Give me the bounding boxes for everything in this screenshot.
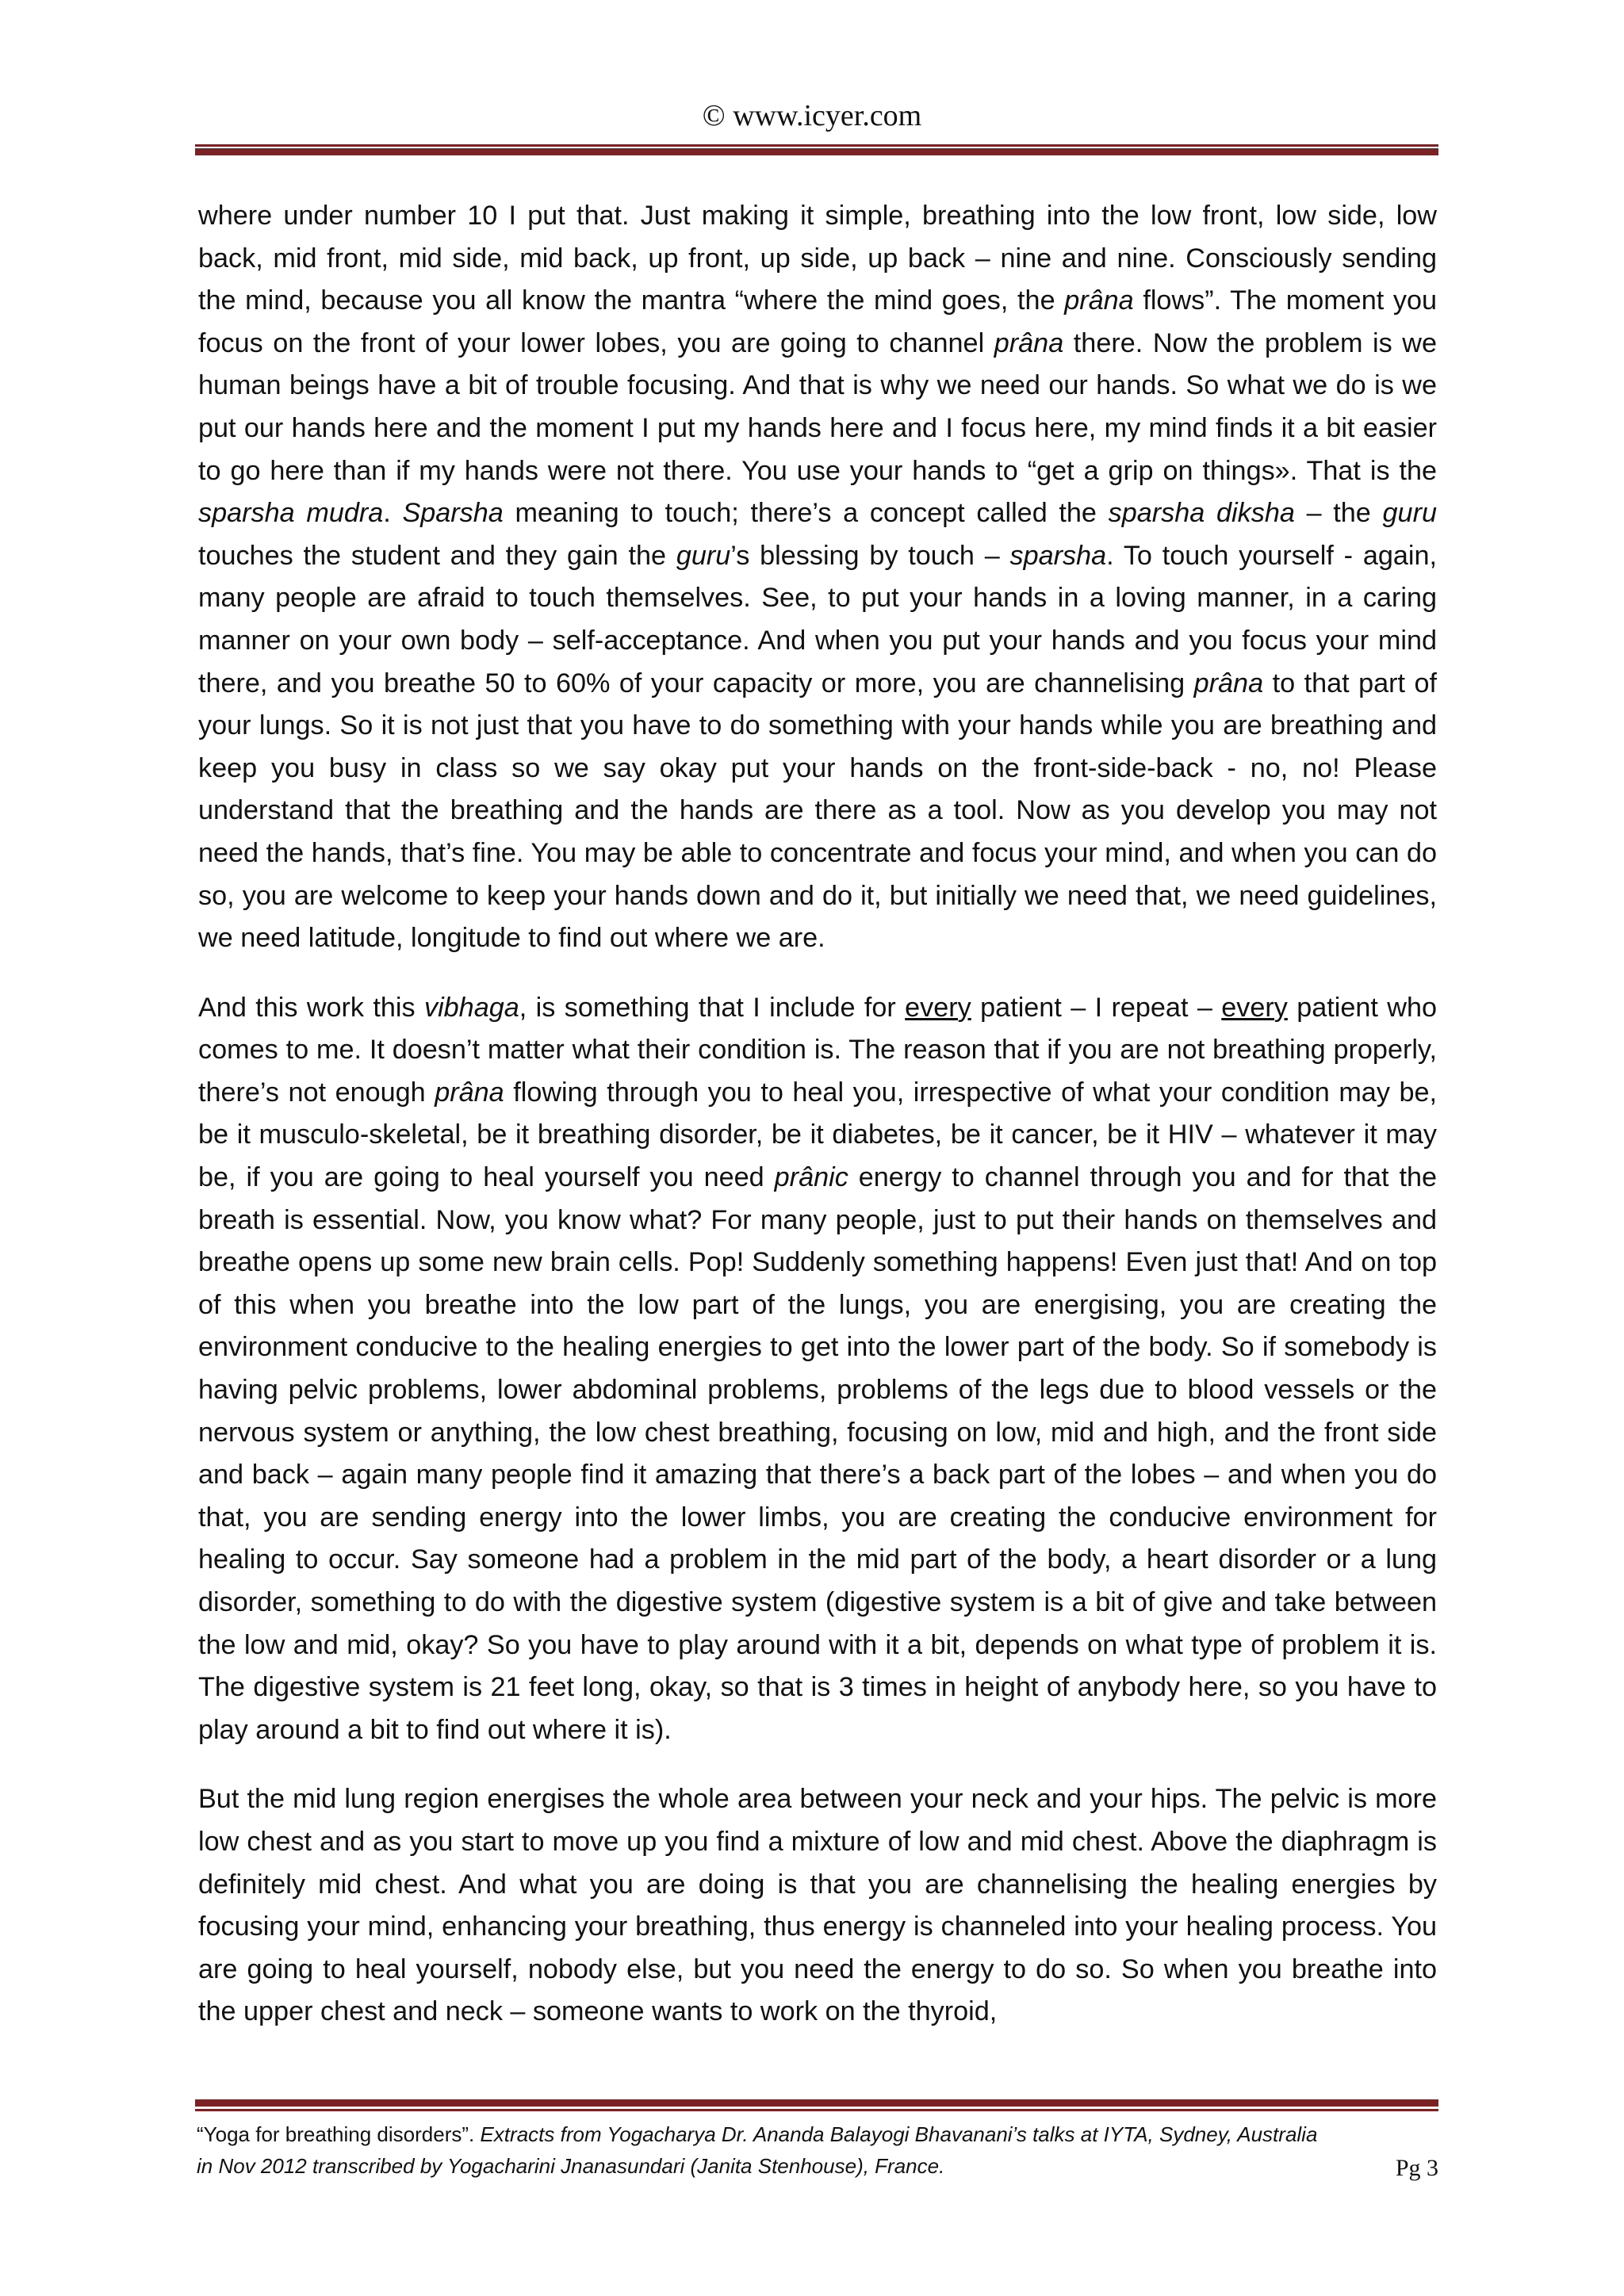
footer-extract-line1: Extracts from Yogacharya Dr. Ananda Balayogi Bhavanani’s talks at IYTA, Sydney, Australia	[480, 2122, 1318, 2146]
text-run: And this work this	[198, 992, 424, 1023]
page-number: Pg 3	[1395, 2155, 1438, 2181]
text-run: there. Now the problem is we human beings have a bit of trouble focusing. And that is why we need our hands. So what we do is we put our hands here and the moment I put my hands here and I focus here, my mind finds it a bit easier to go here than if my hands were not there. You use your hands to “get a grip on things». That is the	[198, 327, 1438, 486]
header-url: © www.icyer.com	[702, 99, 922, 132]
italic-term: guru	[1382, 498, 1437, 529]
text-run: . To touch yourself - again, many people are afraid to touch themselves. See, to put your hands in a loving manner, in a caring manner on your own body – self-acceptance. And when you put your hands and you focus your mind there, and you breathe 50 to 60% of your capacity or more, you are channelising	[198, 540, 1438, 698]
italic-term: prâna	[1193, 668, 1264, 698]
text-run: ’s blessing by touch –	[730, 540, 1010, 571]
text-run: flows”. The moment you focus on the front of your lower lobes, you are going to channel	[198, 285, 1437, 358]
italic-term: prânic	[774, 1162, 848, 1193]
paragraph-2	[198, 987, 1437, 1752]
text-run: meaning to touch; there’s a concept called the	[503, 498, 1109, 529]
italic-term: sparsha diksha	[1108, 498, 1295, 529]
header-rule-thick	[195, 148, 1438, 155]
italic-term: prâna	[1064, 285, 1134, 316]
text-run: energy to channel through you and for that the breath is essential. Now, you know what? For many people, just to put their hands on themselves and breathe opens up some new brain cells. Pop! Suddenly something happens! Even just that! And on top of this when you breathe into the low part of the lungs, you are energising, you are creating the environment conducive to the healing energies to get into the lower part of the body. So if somebody is having pelvic problems, lower abdominal problems, problems of the legs due to blood vessels or the nervous system or anything, the low chest breathing, focusing on low, mid and high, and the front side and back – again many people find it amazing that there’s a back part of the lobes – and when you do that, you are sending energy into the lower limbs, you are creating the conducive environment for healing to occur. Say someone had a problem in the mid part of the body, a heart disorder or a lung disorder, something to do with the digestive system (digestive system is a bit of give and take between the low and mid, okay? So you have to play around with it a bit, depends on what type of problem it is. The digestive system is 21 feet long, okay, so that is 3 times in height of anybody here, so you have to play around a bit to find out where it is).	[198, 1162, 1437, 1745]
italic-term: Sparsha	[402, 498, 504, 529]
text-run: to that part of your lungs. So it is not just that you have to do something with your hands while you are breathing and keep you busy in class so we say okay put your hands on the front-side-back - no, no! Please understand that the breathing and the hands are there as a tool. Now as you develop you may not need the hands, that’s fine. You may be able to concentrate and focus your mind, and when you can do so, you are welcome to keep your hands down and do it, but initially we need that, we need guidelines, we need latitude, longitude to find out where we are.	[198, 668, 1438, 954]
text-run: – the	[1294, 498, 1383, 529]
paragraph-3	[198, 1778, 1437, 2034]
italic-term: prâna	[994, 327, 1064, 358]
underlined-word: every	[905, 992, 971, 1023]
text-run: , is something that I include for	[519, 992, 906, 1023]
italic-term: vibhaga	[423, 992, 519, 1023]
footer-title: “Yoga for breathing disorders”.	[197, 2122, 481, 2146]
text-run: flowing through you to heal you, irrespective of what your condition may be, be it musculo-skeletal, be it breathing disorder, be it diabetes, be it cancer, be it HIV – whatever it may be, if you are going to heal yourself you need	[198, 1077, 1437, 1193]
paragraph-1	[198, 195, 1437, 960]
italic-term: sparsha mudra	[198, 498, 384, 529]
italic-term: sparsha	[1009, 540, 1107, 571]
header-rule-thin	[195, 144, 1438, 147]
italic-term: guru	[676, 540, 731, 571]
footer-citation	[197, 2118, 1438, 2182]
underlined-word: every	[1221, 992, 1288, 1023]
text-run: patient who comes to me. It doesn’t matter what their condition is. The reason that if you are not breathing properly, there’s not enough	[198, 992, 1438, 1108]
text-run: touches the student and they gain the	[198, 540, 676, 571]
text-run: But the mid lung region energises the whole area between your neck and your hips. The pelvic is more low chest and as you start to move up you find a mixture of low and mid chest. Above the diaphragm is definitely mid chest. And what you are doing is that you are channelising the healing energies by focusing your mind, enhancing your breathing, thus energy is channeled into your healing process. You are going to heal yourself, nobody else, but you need the energy to do so. So when you breathe into the upper chest and neck – someone wants to work on the thyroid,	[198, 1784, 1437, 2027]
text-run: where under number 10 I put that. Just making it simple, breathing into the low front, low side, low back, mid front, mid side, mid back, up front, up side, up back – nine and nine. Consciously sending the mind, because you all know the mantra “where the mind goes, the	[198, 201, 1437, 316]
italic-term: prâna	[435, 1077, 504, 1108]
text-run: .	[383, 498, 403, 529]
footer-rule-thick	[195, 2099, 1438, 2107]
body-text	[198, 195, 1437, 2061]
text-run: patient – I repeat –	[971, 992, 1222, 1023]
footer-rule-thin	[195, 2109, 1438, 2111]
footer-extract-line2: in Nov 2012 transcribed by Yogacharini Jnanasundari (Janita Stenhouse), France.	[197, 2154, 945, 2178]
